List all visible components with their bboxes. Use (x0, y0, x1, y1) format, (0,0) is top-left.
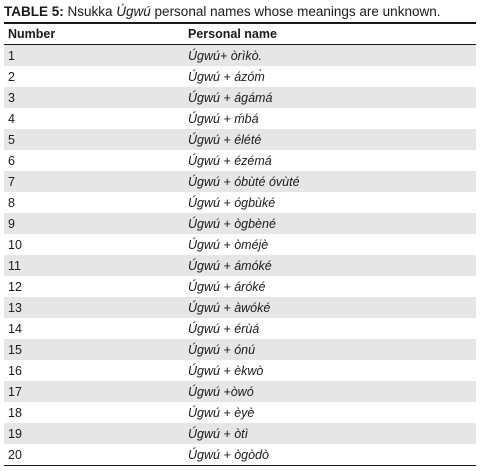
table-row (4, 255, 476, 276)
table-caption (4, 4, 440, 20)
row-personal-name: Úgwú + ògòdò (184, 444, 476, 466)
row-personal-name: Úgwú + ézémá (188, 153, 272, 168)
table-row (4, 87, 476, 108)
row-personal-name: Úgwú + ágámá (184, 87, 476, 108)
row-personal-name: Úgwú + ámóké (184, 255, 476, 276)
caption-text-before: Nsukka (63, 4, 117, 19)
names-table (4, 24, 476, 466)
table-row (4, 444, 476, 466)
row-number: 7 (4, 171, 184, 192)
table-label: TABLE 5: (4, 4, 64, 19)
row-personal-name: Úgwú +òwó (184, 381, 476, 402)
row-personal-name: Úgwú + ḿbá (188, 111, 259, 126)
table-row (4, 171, 476, 192)
row-personal-name: Úgwú + ògbèné (184, 213, 476, 234)
table-row (4, 318, 476, 339)
row-number: 15 (4, 339, 184, 360)
row-personal-name: Úgwú + érùá (188, 321, 260, 336)
row-number: 4 (8, 111, 15, 126)
table-row (4, 108, 476, 129)
row-personal-name: Úgwú + èkwò (188, 363, 264, 378)
header-number: Number (4, 24, 184, 45)
table-header-row (4, 24, 476, 45)
table-row (4, 381, 476, 402)
row-number: 8 (8, 195, 15, 210)
row-number: 2 (8, 69, 15, 84)
table-row (4, 45, 476, 67)
table-row (4, 423, 476, 444)
row-personal-name: Úgwú + ázóm̀ (188, 69, 265, 84)
row-personal-name: Úgwú + ónú (184, 339, 476, 360)
row-personal-name: Úgwú + élété (184, 129, 476, 150)
row-personal-name: Úgwú + èyè (188, 405, 255, 420)
row-number: 18 (8, 405, 22, 420)
table-row (4, 213, 476, 234)
caption-italic-word: Úgwú (116, 4, 151, 19)
caption-text-after: personal names whose meanings are unknown. (150, 4, 441, 19)
row-number: 9 (4, 213, 184, 234)
row-number: 16 (8, 363, 22, 378)
row-number: 13 (4, 297, 184, 318)
row-number: 6 (8, 153, 15, 168)
table-row (4, 234, 476, 255)
header-personal-name: Personal name (184, 24, 476, 45)
row-number: 19 (4, 423, 184, 444)
row-personal-name: Úgwú + àwóké (184, 297, 476, 318)
table-row (4, 402, 476, 423)
row-personal-name: Úgwú + óbùté óvùté (184, 171, 476, 192)
table-row (4, 192, 476, 213)
row-number: 3 (4, 87, 184, 108)
table-row (4, 276, 476, 297)
table-row (4, 129, 476, 150)
table-row (4, 150, 476, 171)
table-row (4, 66, 476, 87)
row-number: 17 (4, 381, 184, 402)
row-number: 11 (4, 255, 184, 276)
row-number: 1 (4, 45, 184, 67)
row-personal-name: Úgwú + òméjè (188, 237, 269, 252)
row-number: 5 (4, 129, 184, 150)
row-personal-name: Úgwú + òtì (184, 423, 476, 444)
row-number: 20 (4, 444, 184, 466)
table-row (4, 339, 476, 360)
row-personal-name: Úgwú+ òrìkò. (184, 45, 476, 67)
row-number: 10 (8, 237, 22, 252)
table-row (4, 360, 476, 381)
row-number: 14 (8, 321, 22, 336)
row-personal-name: Úgwú + áróké (188, 279, 266, 294)
row-number: 12 (8, 279, 22, 294)
table-row (4, 297, 476, 318)
row-personal-name: Úgwú + ógbùké (188, 195, 276, 210)
